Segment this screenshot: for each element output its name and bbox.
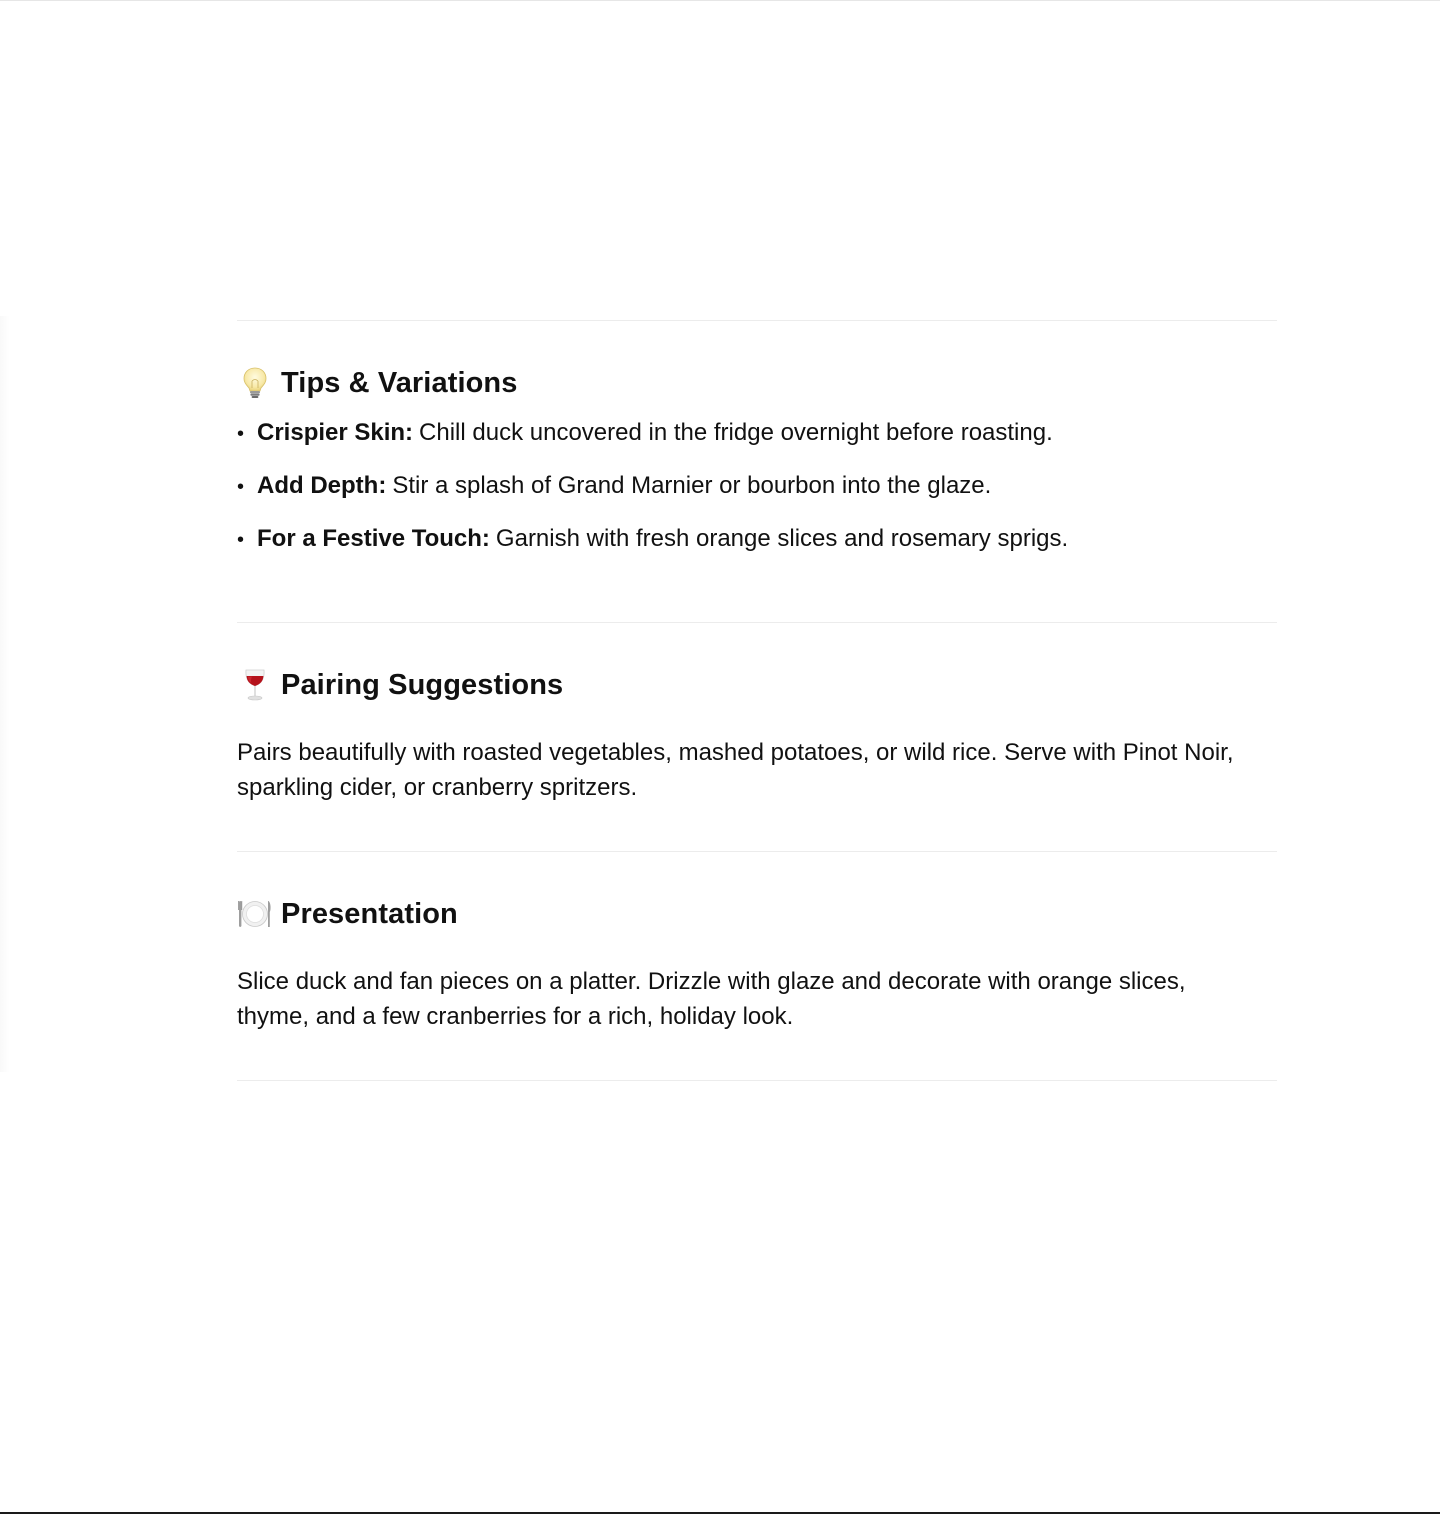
tip-term: Add Depth: xyxy=(257,472,387,499)
pairing-text: Pairs beautifully with roasted vegetables, mashed potatoes, or wild rice. Serve with Pinot Noir, sparkling cider, or cranberry spritzers. xyxy=(237,739,1234,801)
pairing-title: Pairing Suggestions xyxy=(281,668,564,701)
tip-text: Garnish with fresh orange slices and rosemary sprigs. xyxy=(495,525,1069,552)
section-divider xyxy=(237,1080,1277,1081)
wine-glass-icon xyxy=(237,667,273,703)
tip-text: Chill duck uncovered in the fridge overnight before roasting. xyxy=(419,419,1053,446)
tip-text: Stir a splash of Grand Marnier or bourbon into the glaze. xyxy=(392,472,992,499)
tips-heading xyxy=(237,363,1277,403)
lightbulb-icon xyxy=(237,365,273,401)
presentation-title: Presentation xyxy=(281,897,458,930)
presentation-heading xyxy=(237,894,1277,934)
list-item xyxy=(237,523,1277,576)
left-edge-shadow xyxy=(0,316,10,1072)
tip-term: Crispier Skin: xyxy=(257,419,414,446)
list-item xyxy=(237,470,1277,523)
tip-term: For a Festive Touch: xyxy=(257,525,490,552)
bullet: • xyxy=(237,476,245,498)
top-edge-line xyxy=(0,0,1440,1)
pairing-heading xyxy=(237,665,1277,705)
presentation-section xyxy=(237,852,1277,1080)
presentation-text: Slice duck and fan pieces on a platter. Drizzle with glaze and decorate with orange slices, thyme, and a few cranberries for a rich, holiday look. xyxy=(237,968,1186,1030)
pairing-section xyxy=(237,623,1277,851)
tips-list xyxy=(237,417,1277,576)
bullet: • xyxy=(237,529,245,551)
tips-title: Tips & Variations xyxy=(281,366,518,399)
list-item xyxy=(237,417,1277,470)
tips-section xyxy=(237,321,1277,622)
plate-cutlery-icon xyxy=(237,896,273,932)
bullet: • xyxy=(237,423,245,445)
recipe-content xyxy=(237,320,1277,1081)
